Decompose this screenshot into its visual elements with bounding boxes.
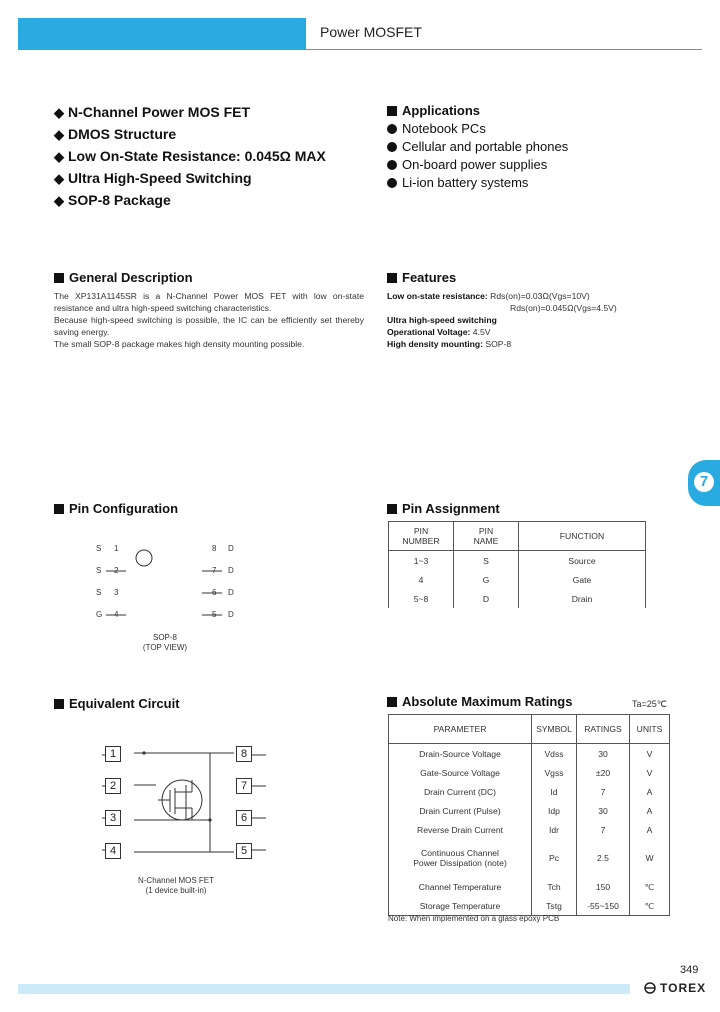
square-bullet-icon: [54, 504, 64, 514]
pin-name: S: [96, 544, 102, 553]
cell-rating: 150: [577, 877, 630, 896]
cell-parameter: Channel Temperature: [389, 877, 532, 896]
feature-label: Low On-State Resistance: 0.045Ω MAX: [68, 148, 326, 164]
absolute-max-table: [388, 714, 670, 916]
footer-band: [18, 984, 630, 994]
cell-symbol: Vgss: [532, 763, 577, 782]
feature-label: N-Channel Power MOS FET: [68, 104, 251, 120]
pin-box: 7: [236, 778, 252, 794]
cell-rating: ±20: [577, 763, 630, 782]
pin-number: 7: [212, 566, 217, 575]
circuit-caption: (1 device built-in): [145, 886, 207, 895]
pin-number: 5: [212, 610, 217, 619]
cell-symbol: Vdss: [532, 744, 577, 764]
application-item: [387, 139, 568, 154]
cell-parameter: Gate-Source Voltage: [389, 763, 532, 782]
col-units: UNITS: [630, 715, 670, 744]
description-line: Because high-speed switching is possible, the IC can be efficiently set thereby saving energy.: [54, 315, 364, 337]
col-ratings: RATINGS: [577, 715, 630, 744]
cell-name: D: [454, 589, 519, 608]
cell-symbol: Id: [532, 782, 577, 801]
pin-number: 8: [212, 544, 217, 553]
feature-value: Rds(on)=0.045Ω(Vgs=4.5V): [510, 303, 617, 313]
square-bullet-icon: [387, 504, 397, 514]
table-row: [389, 820, 670, 839]
pin-box: 1: [105, 746, 121, 762]
application-label: Cellular and portable phones: [402, 139, 569, 154]
feature-value: SOP-8: [485, 339, 512, 349]
application-item: [387, 157, 547, 172]
feature-item: [54, 170, 252, 187]
square-bullet-icon: [54, 699, 64, 709]
cell-name: S: [454, 551, 519, 571]
page-title: Power MOSFET: [320, 24, 422, 40]
feature-key: Operational Voltage:: [387, 327, 471, 337]
circuit-caption: N-Channel MOS FET: [137, 876, 215, 885]
cell-unit: A: [630, 820, 670, 839]
feature-item: [54, 126, 176, 143]
table-row: [389, 839, 670, 877]
mounting-line: [387, 338, 647, 350]
cell-function: Source: [519, 551, 646, 571]
feature-item: [54, 192, 171, 209]
cell-rating: 7: [577, 782, 630, 801]
torex-logo-icon: [644, 982, 656, 994]
cell-number: 5~8: [389, 589, 454, 608]
header-rule: [306, 49, 702, 50]
section-title: Pin Configuration: [69, 501, 179, 516]
section-title: General Description: [69, 270, 193, 285]
cell-rating: 30: [577, 744, 630, 764]
feature-value: 4.5V: [472, 327, 491, 337]
cell-unit: A: [630, 801, 670, 820]
diamond-icon: ◆: [54, 127, 64, 142]
equivalent-circuit-heading: [54, 696, 180, 711]
cell-parameter: Drain Current (Pulse): [389, 801, 532, 820]
cell-parameter: Reverse Drain Current: [389, 820, 532, 839]
cell-rating: -55~150: [577, 896, 630, 916]
application-label: Notebook PCs: [402, 121, 486, 136]
pin1-marker: [136, 550, 152, 566]
col-function: FUNCTION: [519, 522, 646, 551]
features-body: [387, 290, 647, 350]
pin-number: 3: [114, 588, 119, 597]
table-row: [389, 763, 670, 782]
feature-key: High density mounting:: [387, 339, 483, 349]
cell-parameter: Storage Temperature: [389, 896, 532, 916]
section-title: Pin Assignment: [402, 501, 500, 516]
pin-assignment-table: [388, 521, 646, 608]
pin-name: D: [228, 610, 234, 619]
feature-value: Rds(on)=0.03Ω(Vgs=10V): [490, 291, 590, 301]
col-parameter: PARAMETER: [389, 715, 532, 744]
pin-name: S: [96, 588, 102, 597]
description-line: The XP131A1145SR is a N-Channel Power MOS FET with low on-state resistance and ultra high-speed switching characteristics.: [54, 291, 364, 313]
cell-unit: A: [630, 782, 670, 801]
bullet-icon: [387, 124, 397, 134]
pin-number: 2: [114, 566, 119, 575]
table-row: [389, 551, 646, 571]
switching-line: [387, 314, 647, 326]
section-title: Features: [402, 270, 457, 285]
cell-unit: ℃: [630, 896, 670, 916]
section-title: Applications: [402, 103, 481, 118]
absolute-max-heading: [387, 694, 572, 709]
table-header: [389, 715, 670, 744]
cell-function: Gate: [519, 570, 646, 589]
table-row: [389, 877, 670, 896]
pin-name: G: [96, 610, 103, 619]
cell-function: Drain: [519, 589, 646, 608]
applications-heading: [387, 103, 480, 118]
header-band: [18, 18, 306, 50]
cell-unit: W: [630, 839, 670, 877]
table-row: [389, 744, 670, 764]
pin-box: 4: [105, 843, 121, 859]
col-symbol: SYMBOL: [532, 715, 577, 744]
square-bullet-icon: [387, 273, 397, 283]
table-row: [389, 782, 670, 801]
application-item: [387, 121, 486, 136]
cell-symbol: Tstg: [532, 896, 577, 916]
square-bullet-icon: [54, 273, 64, 283]
col-pin-name: PIN NAME: [454, 522, 519, 551]
bullet-icon: [387, 160, 397, 170]
chapter-number: 7: [694, 472, 714, 492]
onstate-line: [387, 290, 647, 302]
table-header: [389, 522, 646, 551]
cell-rating: 7: [577, 820, 630, 839]
section-title: Equivalent Circuit: [69, 696, 180, 711]
cell-unit: V: [630, 744, 670, 764]
general-description-body: [54, 290, 364, 350]
page-number: 349: [680, 964, 699, 976]
bullet-icon: [387, 142, 397, 152]
cell-symbol: Idp: [532, 801, 577, 820]
pin-number: 4: [114, 610, 119, 619]
pin-configuration-heading: [54, 501, 178, 516]
cell-symbol: Tch: [532, 877, 577, 896]
feature-item: [54, 148, 326, 165]
cell-parameter: Drain-Source Voltage: [389, 744, 532, 764]
onstate-line-2: [387, 302, 647, 314]
table-row: [389, 801, 670, 820]
diamond-icon: ◆: [54, 171, 64, 186]
cell-rating: 30: [577, 801, 630, 820]
feature-key: Ultra high-speed switching: [387, 315, 497, 325]
table-row: [389, 896, 670, 916]
cell-parameter: Drain Current (DC): [389, 782, 532, 801]
features-heading: [387, 270, 456, 285]
feature-label: DMOS Structure: [68, 126, 177, 142]
square-bullet-icon: [387, 697, 397, 707]
application-item: [387, 175, 528, 190]
pin-assignment-heading: [387, 501, 500, 516]
voltage-line: [387, 326, 647, 338]
cell-number: 1~3: [389, 551, 454, 571]
cell-number: 4: [389, 570, 454, 589]
diamond-icon: ◆: [54, 149, 64, 164]
cell-unit: V: [630, 763, 670, 782]
square-bullet-icon: [387, 106, 397, 116]
general-description-heading: [54, 270, 193, 285]
diamond-icon: ◆: [54, 193, 64, 208]
pin-name: D: [228, 588, 234, 597]
cell-unit: ℃: [630, 877, 670, 896]
pin-name: D: [228, 544, 234, 553]
cell-rating: 2.5: [577, 839, 630, 877]
cell-symbol: Pc: [532, 839, 577, 877]
pin-name: D: [228, 566, 234, 575]
feature-label: Ultra High-Speed Switching: [68, 170, 252, 186]
description-line: The small SOP-8 package makes high density mounting possible.: [54, 339, 305, 349]
pin-number: 6: [212, 588, 217, 597]
pin-box: 2: [105, 778, 121, 794]
application-label: On-board power supplies: [402, 157, 548, 172]
section-title: Absolute Maximum Ratings: [402, 694, 573, 709]
pin-box: 6: [236, 810, 252, 826]
bullet-icon: [387, 178, 397, 188]
pin-box: 3: [105, 810, 121, 826]
feature-label: SOP-8 Package: [68, 192, 171, 208]
application-label: Li-ion battery systems: [402, 175, 529, 190]
pin-name: S: [96, 566, 102, 575]
table-row: [389, 570, 646, 589]
brand-logo: TOREX: [660, 981, 707, 995]
col-pin-number: PIN NUMBER: [389, 522, 454, 551]
cell-name: G: [454, 570, 519, 589]
cell-symbol: Idr: [532, 820, 577, 839]
cell-parameter: Continuous Channel Power Dissipation (note): [389, 839, 532, 877]
pin-box: 5: [236, 843, 252, 859]
table-row: [389, 589, 646, 608]
pin-box: 8: [236, 746, 252, 762]
feature-item: [54, 104, 250, 121]
diamond-icon: ◆: [54, 105, 64, 120]
condition-label: Ta=25℃: [632, 699, 667, 709]
table-note: Note: When implemented on a glass epoxy PCB: [388, 914, 560, 923]
view-label: (TOP VIEW): [142, 643, 188, 652]
pin-number: 1: [114, 544, 119, 553]
package-label: SOP-8: [152, 633, 177, 642]
feature-key: Low on-state resistance:: [387, 291, 488, 301]
